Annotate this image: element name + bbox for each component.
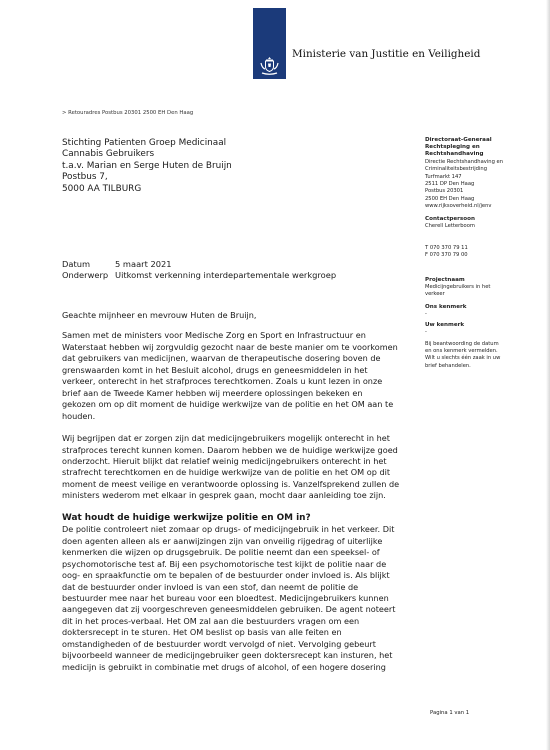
body-line: oog- en spraakfunctie om te bepalen of de bestuurder onder invloed is. Als blijkt xyxy=(62,570,390,581)
project-label: Projectnaam xyxy=(425,277,465,283)
your-reference-value: - xyxy=(425,329,427,336)
project-block xyxy=(425,277,540,299)
address-line: 2500 EH Den Haag xyxy=(425,195,475,202)
subject-row xyxy=(62,270,336,281)
our-reference-label: Ons kenmerk xyxy=(425,304,467,310)
body-line: bijvoorbeeld wanneer de medicijngebruiker geen doktersrecept kan insturen, het xyxy=(62,650,393,661)
contact-block xyxy=(425,216,540,230)
body-line: bestuurder mee naar het bureau voor een bloedtest. Medicijngebruikers kunnen xyxy=(62,592,389,603)
our-reference-value: - xyxy=(425,311,427,318)
body-line: Samen met de ministers voor Medische Zorg en Sport en Infrastructuur en xyxy=(62,330,366,341)
fax-number: F 070 370 79 00 xyxy=(425,252,468,259)
note-line: Bij beantwoording de datum xyxy=(425,341,499,347)
coat-of-arms-icon xyxy=(259,56,280,76)
address-line: Turfmarkt 147 xyxy=(425,174,462,180)
letter-body xyxy=(62,310,407,684)
body-line: ministers wederom met elkaar in gesprek gaan, mocht daar aanleiding toe zijn. xyxy=(62,490,386,501)
date-label: Datum xyxy=(62,259,91,269)
greeting-text: Geachte mijnheer en mevrouw Huten de Bruijn, xyxy=(62,310,257,320)
body-line: grenswaarden komt in het Besluit alcohol, drugs en geneesmiddelen in het xyxy=(62,364,368,375)
address-line: 2511 DP Den Haag xyxy=(425,181,475,188)
paragraph-2 xyxy=(62,433,407,502)
department-line: Rechtspleging en xyxy=(425,144,480,151)
department-line: Rechtshandhaving xyxy=(425,151,484,158)
body-line: verkeer, onterecht in het strafproces terechtkomen. Zoals u kunt lezen in onze xyxy=(62,376,383,387)
return-address: > Retouradres Postbus 20301 2500 EH Den Haag xyxy=(62,110,194,116)
body-line: doktersrecept in te sturen. Het OM beslist op basis van alle feiten en xyxy=(62,627,342,638)
ministry-name: Ministerie van Justitie en Veiligheid xyxy=(292,48,481,60)
paragraph-1 xyxy=(62,330,407,422)
body-line: kenmerken die wijzen op drugsgebruik. De politie neemt dan een speeksel- of xyxy=(62,547,380,558)
date-value: 5 maart 2021 xyxy=(115,259,172,269)
phone-block xyxy=(425,245,540,259)
recipient-address xyxy=(62,138,232,195)
our-reference-block xyxy=(425,304,540,318)
note-line: en ons kenmerk vermelden. xyxy=(425,348,498,355)
date-row xyxy=(62,259,336,270)
page-edge xyxy=(546,0,550,750)
body-line: dit in het proces-verbaal. Het OM zal aan die bestuurders vragen om een xyxy=(62,615,360,626)
body-line: De politie controleert niet zomaar op drugs- of medicijngebruik in het verkeer. Dit xyxy=(62,524,395,535)
body-line: aangegeven dat zij voorgeschreven geneesmiddelen gebruiken. De agent noteert xyxy=(62,604,396,615)
directorate-line: Criminaliteitsbestrijding xyxy=(425,165,487,172)
body-line: moment de meest veilige en verantwoorde oplossing is. Vanzelfsprekend zullen de xyxy=(62,478,400,489)
contact-name: Cherell Letterboom xyxy=(425,223,475,230)
paragraph-3 xyxy=(62,524,407,673)
body-line: strafrecht terechtkomen en de huidige werkwijze van de politie en het OM op dit xyxy=(62,467,391,478)
project-value: Medicijngebruikers in het xyxy=(425,284,491,291)
body-line: gekozen om op dit moment de huidige werkwijze van de politie en het OM aan te xyxy=(62,399,394,410)
website-link[interactable]: www.rijksoverheid.nl/jenv xyxy=(425,202,492,209)
department-line: Directoraat-Generaal xyxy=(425,137,492,143)
recipient-line: Cannabis Gebruikers xyxy=(62,149,155,160)
sender-address xyxy=(425,174,540,210)
body-line: brief aan de Tweede Kamer hebben wij meerdere oplossingen bekeken en xyxy=(62,387,363,398)
your-reference-label: Uw kenmerk xyxy=(425,322,465,328)
phone-number: T 070 370 79 11 xyxy=(425,245,468,251)
subject-value: Uitkomst verkenning interdepartementale werkgroep xyxy=(115,269,337,280)
contact-label: Contactpersoon xyxy=(425,216,475,222)
reply-note xyxy=(425,341,540,370)
body-line: Wij begrijpen dat er zorgen zijn dat medicijngebruikers mogelijk onterecht in het xyxy=(62,433,390,444)
body-line: strafproces terecht kunnen komen. Daarom hebben we de huidige werkwijze goed xyxy=(62,444,398,455)
project-value: verkeer xyxy=(425,291,445,298)
body-line: onderzocht. Hieruit blijkt dat relatief weinig medicijngebruikers onterecht in het xyxy=(62,455,387,466)
body-line: medicijn is gebruikt in combinatie met drugs of alcohol, of een hogere dosering xyxy=(62,661,386,672)
subject-label: Onderwerp xyxy=(62,269,109,280)
body-line: dat gebruikers van medicijnen, waarvan de therapeutische dosering boven de xyxy=(62,353,381,364)
government-logo-bar xyxy=(253,8,286,79)
body-line: houden. xyxy=(62,410,96,421)
recipient-line: t.a.v. Marian en Serge Huten de Bruijn xyxy=(62,160,232,171)
body-line: psychomotorische test af. Bij een psychomotorische test kijkt de politie naar de xyxy=(62,558,387,569)
sender-department xyxy=(425,137,540,173)
greeting xyxy=(62,310,407,321)
body-line: omstandigheden of de bestuurder wordt vervolgd of niet. Vervolging gebeurt xyxy=(62,638,376,649)
note-line: Wilt u slechts één zaak in uw xyxy=(425,355,501,362)
body-line: dat de bestuurder onder invloed is van een stof, dan neemt de politie de xyxy=(62,581,359,592)
recipient-line: Stichting Patienten Groep Medicinaal xyxy=(62,138,227,148)
body-line: Waterstaat hebben wij zorgvuldig gezocht naar de beste manier om te voorkomen xyxy=(62,341,398,352)
note-line: brief behandelen. xyxy=(425,362,471,369)
letter-meta xyxy=(62,259,336,280)
recipient-line: 5000 AA TILBURG xyxy=(62,183,142,194)
your-reference-block xyxy=(425,322,540,336)
recipient-line: Postbus 7, xyxy=(62,172,108,183)
body-line: doen agenten alleen als er aanwijzingen zijn van onveilig rijgedrag of uiterlijke xyxy=(62,535,383,546)
directorate-line: Directie Rechtshandhaving en xyxy=(425,158,503,165)
section-heading: Wat houdt de huidige werkwijze politie en OM in? xyxy=(62,512,311,523)
address-line: Postbus 20301 xyxy=(425,188,464,195)
page-number: Pagina 1 van 1 xyxy=(430,710,470,716)
